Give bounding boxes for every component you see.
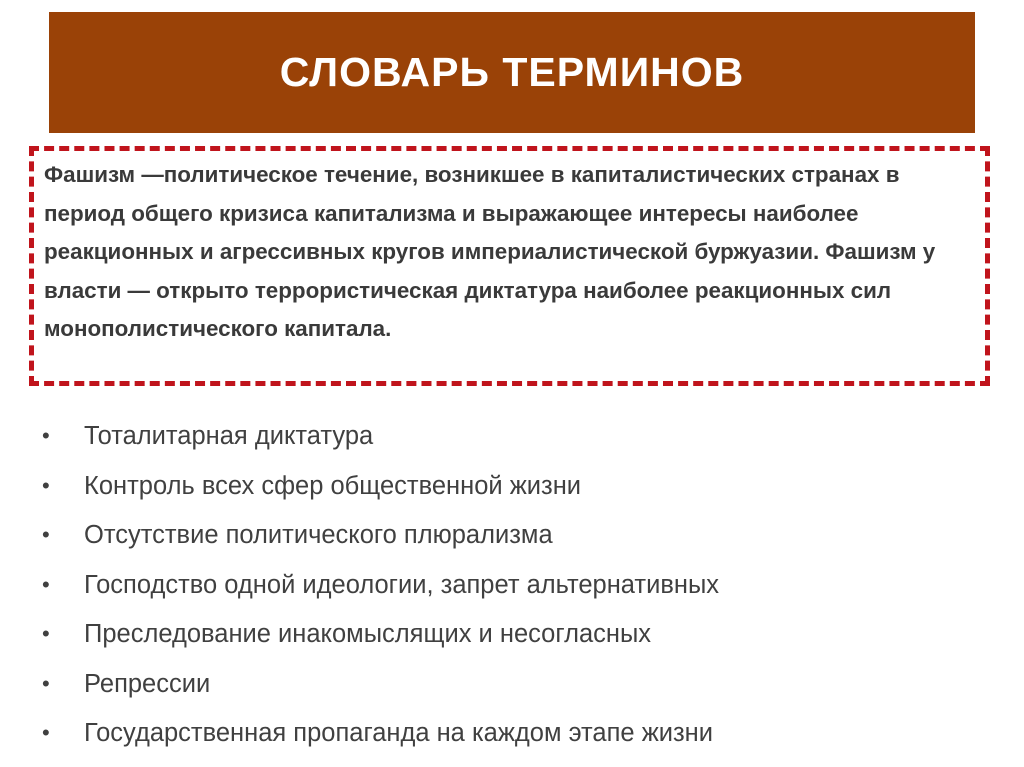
bullet-icon: •: [42, 621, 50, 646]
list-item-text: Отсутствие политического плюрализма: [84, 521, 553, 549]
list-item: [42, 612, 1002, 662]
bullet-icon: •: [42, 423, 50, 448]
list-item: [42, 662, 1002, 712]
page-title: СЛОВАРЬ ТЕРМИНОВ: [279, 49, 745, 95]
list-item: [42, 513, 1002, 563]
bullet-icon: •: [42, 571, 50, 597]
list-item-text: Преследование инакомыслящих и несогласных: [84, 620, 652, 648]
list-item: [42, 711, 1002, 761]
feature-list: [42, 414, 1002, 761]
definition-text: Фашизм —политическое течение, возникшее в капиталистических странах в период общего кризиса капитализма и выражающее интересы наиболее реакционных и агрессивных кругов империалистической буржуазии. Фашизм у власти — открыто террористическая диктатура наиболее реакционных сил монополистического капитала.: [44, 162, 936, 341]
title-banner: [49, 12, 975, 133]
list-item: [42, 414, 1002, 464]
list-item-text: Господство одной идеологии, запрет альтернативных: [84, 570, 720, 599]
bullet-icon: •: [42, 720, 50, 745]
list-item-text: Государственная пропаганда на каждом этапе жизни: [84, 719, 714, 747]
bullet-icon: •: [42, 670, 50, 696]
list-item-text: Репрессии: [84, 669, 211, 698]
list-item: [42, 563, 1002, 613]
list-item: [42, 464, 1002, 514]
list-item-text: Контроль всех сфер общественной жизни: [84, 471, 582, 500]
list-item-text: Тоталитарная диктатура: [84, 422, 374, 450]
bullet-icon: •: [42, 522, 50, 547]
bullet-icon: •: [42, 472, 50, 498]
